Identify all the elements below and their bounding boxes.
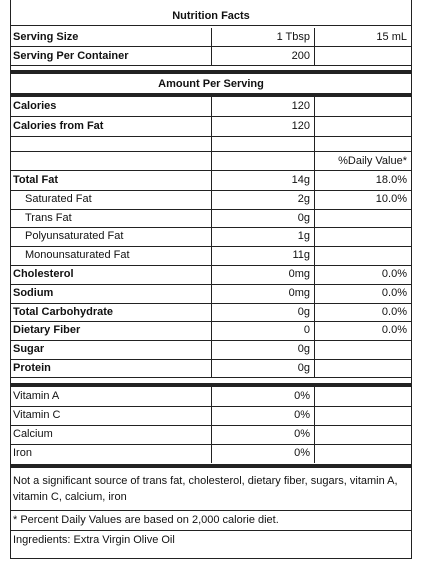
nutrient-row [11,209,411,228]
nutrient-amount: 0mg [211,284,314,303]
nutrient-daily-value [314,246,411,265]
nutrient-amount: 0g [211,303,314,322]
empty-cell [211,152,314,170]
nutrient-amount: 0g [211,209,314,228]
divider [11,190,411,191]
nutrient-row [11,340,411,359]
vitamin-label: Vitamin C [13,409,61,421]
empty-cell [314,406,411,425]
divider [11,265,411,266]
vitamin-value: 0% [211,425,314,444]
calories-row [11,97,411,116]
nutrient-daily-value [314,359,411,378]
calories-from-fat-value: 120 [211,117,314,136]
empty-cell [211,137,314,151]
vitamin-row [11,387,411,406]
nutrient-row [11,227,411,246]
serving-size-row [11,28,411,46]
divider [11,425,411,426]
nutrient-label: Cholesterol [13,268,74,280]
nutrient-daily-value: 0.0% [314,265,411,284]
nutrient-amount: 14g [211,171,314,190]
nutrient-label: Trans Fat [25,211,72,224]
nutrient-daily-value: 0.0% [314,321,411,340]
nutrient-label: Protein [13,362,51,374]
amount-per-serving-row [11,75,411,93]
spacer-row [11,137,411,151]
vitamin-row [11,444,411,463]
calories-value: 120 [211,97,314,116]
nutrient-label: Dietary Fiber [13,324,81,337]
nutrient-amount: 0g [211,340,314,359]
empty-cell [314,444,411,463]
nutrient-label: Monounsaturated Fat [25,249,130,262]
nutrient-daily-value: 18.0% [314,171,411,190]
nutrient-label: Saturated Fat [25,192,92,205]
vitamin-value: 0% [211,444,314,463]
amount-per-serving-header: Amount Per Serving [158,78,264,90]
servings-per-container-row [11,47,411,65]
serving-size-value-ml: 15 mL [314,28,411,46]
nutrient-row [11,303,411,322]
divider [11,377,411,378]
empty-cell [314,425,411,444]
nutrient-amount: 2g [211,190,314,209]
divider [11,444,411,445]
vitamin-row [11,406,411,425]
calories-label: Calories [13,100,57,112]
empty-cell [314,97,411,116]
nutrient-amount: 0g [211,359,314,378]
footnote-daily-values: * Percent Daily Values are based on 2,000 calorie diet. [13,514,279,526]
divider [11,530,411,531]
divider [11,340,411,341]
nutrient-label: Sodium [13,286,54,299]
nutrient-daily-value [314,209,411,228]
divider [11,246,411,247]
divider [11,284,411,285]
nutrient-label: Total Fat [13,174,59,186]
vitamin-row [11,425,411,444]
nutrient-daily-value: 10.0% [314,190,411,209]
nutrient-amount: 1g [211,227,314,246]
divider [11,359,411,360]
daily-value-header-row [11,152,411,170]
thick-divider [11,70,411,74]
divider [11,227,411,228]
vitamin-label: Vitamin A [13,390,60,402]
nutrient-label: Sugar [13,343,45,356]
nutrient-row [11,190,411,209]
nutrient-daily-value: 0.0% [314,303,411,322]
serving-size-label: Serving Size [13,31,79,43]
nutrient-row [11,171,411,190]
footnote-not-significant: Not a significant source of trans fat, cholesterol, dietary fiber, sugars, vitamin A, vitamin C, calcium, iron [13,475,398,503]
divider [11,303,411,304]
nutrient-row [11,284,411,303]
servings-per-container-value: 200 [211,47,314,65]
nutrient-amount: 11g [211,246,314,265]
divider [11,25,411,26]
vitamin-value: 0% [211,387,314,406]
vitamin-label: Calcium [13,428,53,440]
label-title [11,7,411,25]
calories-from-fat-label: Calories from Fat [13,120,104,132]
thick-divider [11,464,411,468]
nutrient-daily-value [314,340,411,359]
serving-size-value-tbsp: 1 Tbsp [211,28,314,46]
empty-cell [314,117,411,136]
divider [11,65,411,66]
nutrient-amount: 0mg [211,265,314,284]
divider [11,321,411,322]
nutrient-row [11,321,411,340]
nutrition-facts-label [10,0,412,559]
nutrient-label: Polyunsaturated Fat [25,230,124,243]
divider [11,406,411,407]
footnote-ingredients: Ingredients: Extra Virgin Olive Oil [13,534,175,546]
daily-value-header: %Daily Value* [314,152,411,170]
servings-per-container-label: Serving Per Container [13,50,129,62]
calories-from-fat-row [11,117,411,136]
empty-cell [314,47,411,65]
divider [11,510,411,511]
vitamin-value: 0% [211,406,314,425]
nutrient-row [11,359,411,378]
nutrient-amount: 0 [211,321,314,340]
nutrient-daily-value: 0.0% [314,284,411,303]
empty-cell [314,137,411,151]
vitamin-label: Iron [13,447,32,459]
title-text: Nutrition Facts [172,10,250,22]
nutrient-row [11,246,411,265]
divider [11,209,411,210]
nutrient-row [11,265,411,284]
nutrient-daily-value [314,227,411,246]
nutrient-label: Total Carbohydrate [13,305,114,318]
empty-cell [314,387,411,406]
